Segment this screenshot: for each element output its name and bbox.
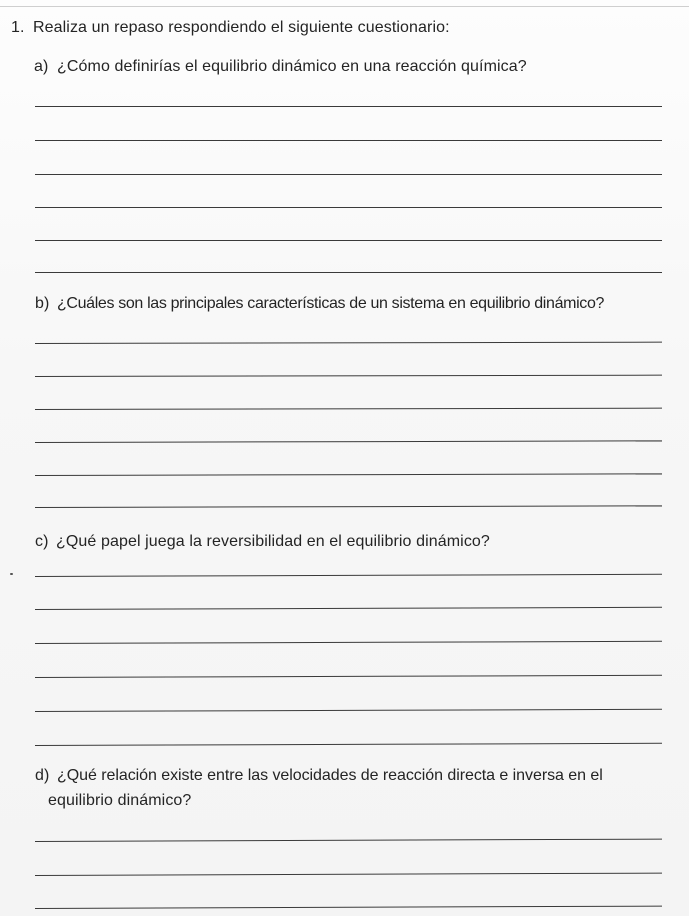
answer-line-a-6 (35, 272, 662, 273)
question-b-text: ¿Cuáles son las principales características de un sistema en equilibrio dinámico? (57, 295, 605, 312)
question-d-label: d) (35, 767, 50, 784)
question-c-label: c) (35, 533, 49, 550)
stray-pen-mark (10, 573, 13, 575)
top-border-line (0, 6, 689, 7)
question-d-text: ¿Qué relación existe entre las velocidades de reacción directa e inversa en el (57, 767, 603, 784)
question-a-label: a) (34, 58, 49, 75)
instruction-number: 1. (11, 19, 25, 36)
answer-line-a-1 (35, 106, 662, 107)
question-b-label: b) (35, 295, 50, 312)
question-a-text: ¿Cómo definirías el equilibrio dinámico en una reacción química? (57, 58, 527, 75)
question-c-text: ¿Qué papel juega la reversibilidad en el equilibrio dinámico? (56, 533, 490, 550)
question-d-text-continued: equilibrio dinámico? (48, 792, 192, 809)
answer-line-a-2 (35, 140, 662, 141)
instruction-text: Realiza un repaso respondiendo el siguiente cuestionario: (33, 19, 450, 36)
answer-line-a-3 (35, 174, 662, 175)
answer-line-a-4 (35, 207, 662, 208)
answer-line-a-5 (35, 240, 662, 241)
